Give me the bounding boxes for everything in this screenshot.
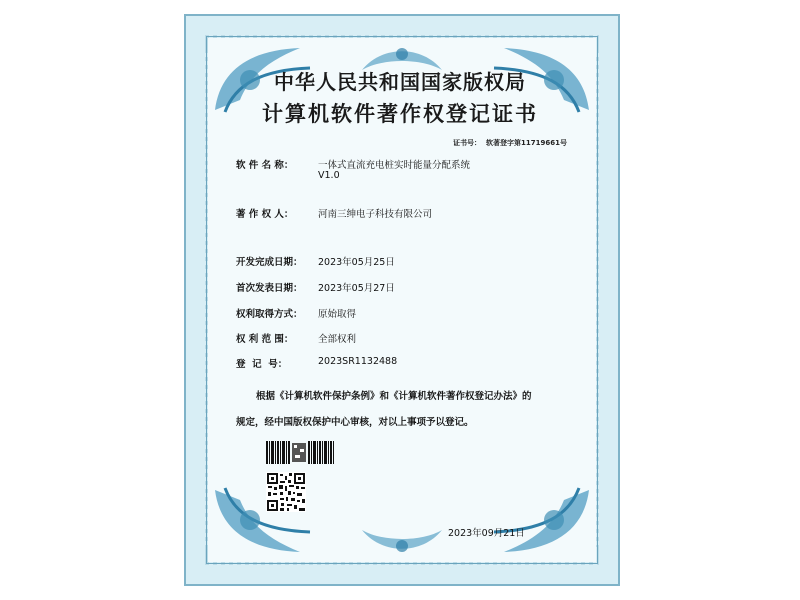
statement-line-1: 根据《计算机软件保护条例》和《计算机软件著作权登记办法》的 (256, 391, 532, 402)
ornament-bottom-right (484, 480, 594, 560)
qr-code (266, 472, 306, 512)
field-label-software-name: 软 件 名 称： (236, 160, 294, 171)
statement-line-2: 规定，经中国版权保护中心审核，对以上事项予以登记。 (236, 417, 474, 428)
field-label-completion-date: 开发完成日期： (236, 257, 303, 268)
field-value-completion-date: 2023年05月25日 (318, 257, 395, 268)
cert-no-value: 软著登字第11719661号 (486, 139, 567, 147)
field-label-registration-no: 登 记 号： (236, 359, 288, 370)
ornament-bottom-center (352, 526, 452, 560)
field-label-acquisition-method: 权利取得方式： (236, 309, 303, 320)
field-value-acquisition-method: 原始取得 (318, 309, 357, 320)
field-value-rights-scope: 全部权利 (318, 334, 357, 345)
field-label-publish-date: 首次发表日期： (236, 283, 303, 294)
field-value-publish-date: 2023年05月27日 (318, 283, 395, 294)
field-value-software-name: 一体式直流充电桩实时能量分配系统 (318, 160, 471, 171)
field-value-copyright-owner: 河南三绅电子科技有限公司 (318, 209, 433, 220)
issue-date: 2023年09月21日 (448, 528, 525, 539)
field-value-software-version: V1.0 (318, 170, 340, 181)
barcode (266, 441, 334, 464)
field-label-rights-scope: 权 利 范 围： (236, 334, 294, 345)
certificate-title: 计算机软件著作权登记证书 (262, 102, 538, 126)
certificate-number (453, 138, 567, 148)
cert-no-label: 证书号： (453, 139, 481, 147)
field-value-registration-no: 2023SR1132488 (318, 356, 398, 367)
field-label-copyright-owner: 著 作 权 人： (236, 209, 294, 220)
issuing-authority: 中华人民共和国国家版权局 (274, 70, 526, 94)
